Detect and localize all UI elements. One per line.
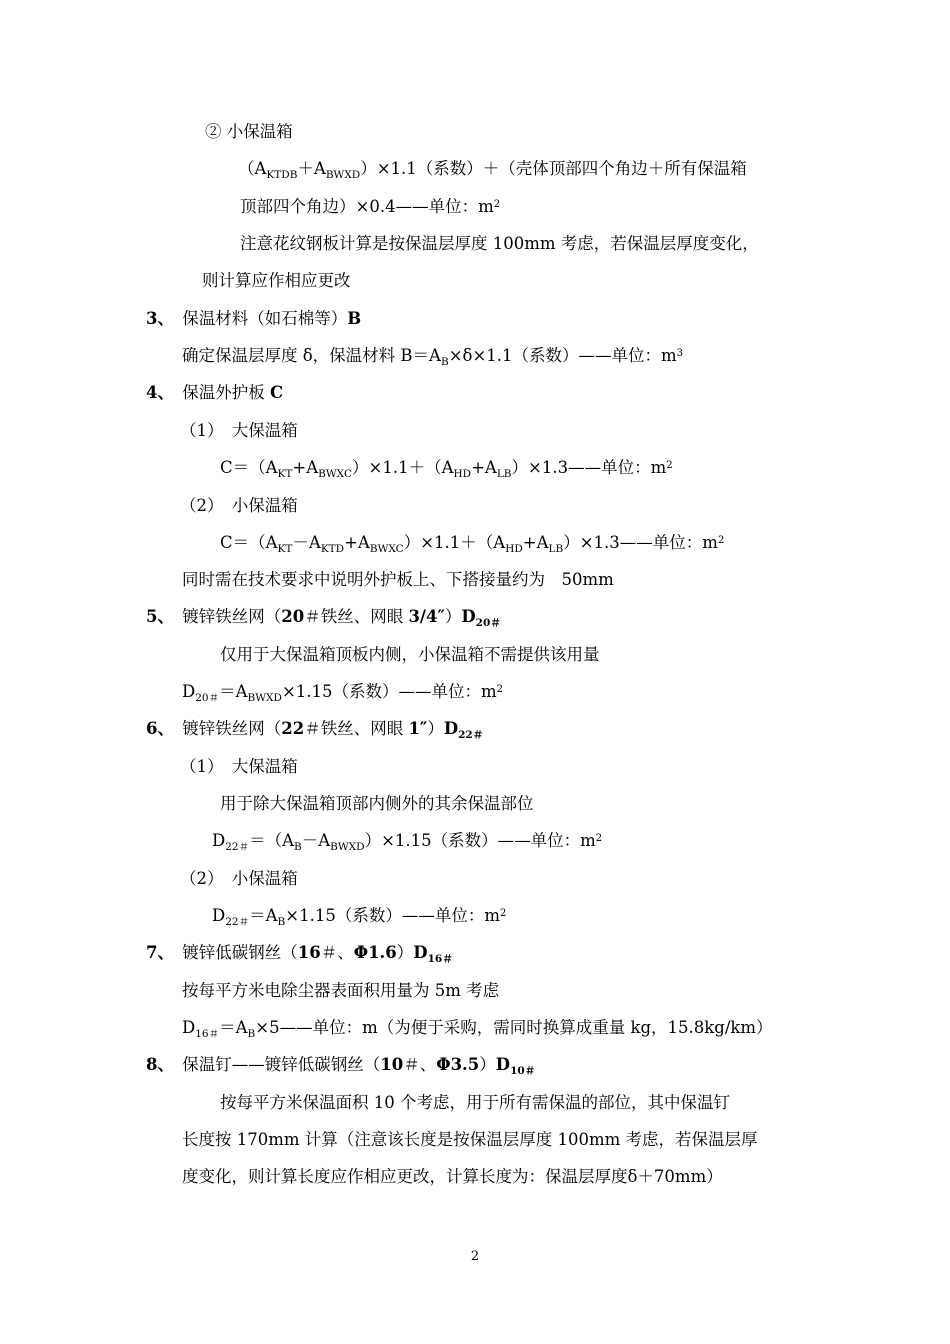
subscript: 22＃ bbox=[225, 916, 250, 928]
subscript: KTD bbox=[320, 543, 345, 555]
text-run: 镀锌低碳钢丝（ bbox=[165, 943, 298, 962]
text-run: 10 bbox=[380, 1055, 404, 1074]
section-4-heading bbox=[146, 382, 283, 404]
text-run: 注意花纹钢板计算是按保温层厚度 100mm 考虑，若保温层厚度变化， bbox=[240, 234, 759, 253]
text-run: ）×1.1＋（A bbox=[403, 533, 506, 552]
sub-heading-small-box-6 bbox=[180, 868, 298, 890]
text-run: ＋A bbox=[297, 159, 326, 178]
text-run: （2） 小保温箱 bbox=[180, 869, 298, 888]
subscript: 16＃ bbox=[427, 953, 453, 965]
text-run: 度变化，则计算长度应作相应更改，计算长度为：保温层厚度δ＋70mm） bbox=[182, 1167, 723, 1186]
text-run: －A bbox=[292, 533, 321, 552]
subscript: B bbox=[294, 841, 302, 853]
text-run: ＃铁丝、网眼 bbox=[304, 607, 409, 626]
text-run: +A bbox=[471, 458, 497, 477]
note-d20 bbox=[220, 644, 600, 666]
subscript: BWXD bbox=[247, 692, 282, 704]
superscript: 3 bbox=[676, 348, 684, 359]
text-run: 8、 bbox=[146, 1055, 166, 1074]
text-run: ＝A bbox=[249, 906, 278, 925]
line-item-2-heading bbox=[205, 121, 293, 143]
section-6-heading bbox=[146, 718, 483, 740]
formula-small-box-a bbox=[238, 158, 747, 180]
text-run: 22 bbox=[281, 719, 305, 738]
subscript: KT bbox=[277, 468, 293, 480]
text-run: 同时需在技术要求中说明外护板上、下搭接量约为 50mm bbox=[182, 570, 614, 589]
text-run: D bbox=[461, 607, 476, 626]
text-run: 顶部四个角边）×0.4——单位：m bbox=[240, 197, 494, 216]
formula-d22-small bbox=[212, 905, 506, 927]
formula-insulation-b bbox=[182, 345, 683, 367]
text-run: 保温钉——镀锌低碳钢丝（ bbox=[165, 1055, 381, 1074]
subscript: 20＃ bbox=[195, 692, 220, 704]
text-run: 用于除大保温箱顶部内侧外的其余保温部位 bbox=[220, 794, 534, 813]
text-run: 1″ bbox=[408, 719, 428, 738]
text-run: （2） 小保温箱 bbox=[180, 496, 298, 515]
text-run: 仅用于大保温箱顶板内侧，小保温箱不需提供该用量 bbox=[220, 645, 600, 664]
text-run: 按每平方米电除尘器表面积用量为 5m 考虑 bbox=[182, 981, 500, 1000]
note-d22 bbox=[220, 793, 534, 815]
text-run: ） bbox=[396, 943, 414, 962]
subscript: LB bbox=[496, 468, 512, 480]
subscript: LB bbox=[548, 543, 564, 555]
text-run: +A bbox=[522, 533, 549, 552]
text-run: ＝（A bbox=[249, 831, 295, 850]
text-run: +A bbox=[292, 458, 319, 477]
text-run: ）×1.15（系数）——单位：m bbox=[364, 831, 596, 850]
text-run: 3/4″ bbox=[408, 607, 445, 626]
text-run: D bbox=[212, 906, 226, 925]
sub-heading-small-box bbox=[180, 495, 298, 517]
text-run: ）×1.1＋（A bbox=[352, 458, 454, 477]
subscript: 22＃ bbox=[458, 729, 484, 741]
text-run: ＃、 bbox=[320, 943, 354, 962]
para-nail-3 bbox=[182, 1166, 723, 1188]
text-run: D bbox=[495, 1055, 511, 1074]
formula-d20 bbox=[182, 681, 503, 703]
subscript: KT bbox=[277, 543, 293, 555]
sub-heading-large-box bbox=[180, 420, 298, 442]
text-run: Φ3.5 bbox=[436, 1055, 480, 1074]
text-run: D bbox=[413, 943, 428, 962]
text-run: 16 bbox=[297, 943, 321, 962]
subscript: BWXC bbox=[369, 543, 404, 555]
superscript: 2 bbox=[595, 833, 603, 844]
text-run: 20 bbox=[281, 607, 305, 626]
subscript: 22＃ bbox=[225, 841, 250, 853]
subscript: BWXC bbox=[318, 468, 352, 480]
superscript: 2 bbox=[717, 535, 725, 546]
subscript: 10＃ bbox=[510, 1065, 536, 1077]
text-run: 4、 bbox=[146, 383, 166, 402]
text-run: B bbox=[347, 309, 362, 328]
text-run: 镀锌铁丝网（ bbox=[165, 719, 282, 738]
subscript: BWXD bbox=[330, 841, 365, 853]
text-run: ）×1.3——单位：m bbox=[511, 458, 667, 477]
text-run: 5、 bbox=[146, 607, 166, 626]
text-run: ＝A bbox=[219, 1018, 248, 1037]
note-overlap bbox=[182, 569, 614, 591]
text-run: ＃铁丝、网眼 bbox=[304, 719, 409, 738]
superscript: 2 bbox=[499, 908, 507, 919]
formula-small-box-b bbox=[240, 196, 500, 218]
text-run: D bbox=[182, 682, 196, 701]
text-run: 长度按 170mm 计算（注意该长度是按保温层厚度 100mm 考虑，若保温层厚 bbox=[182, 1130, 758, 1149]
section-8-heading bbox=[146, 1054, 535, 1076]
formula-c-small bbox=[220, 532, 724, 554]
page-number: 2 bbox=[470, 1249, 480, 1264]
para-nail-1 bbox=[220, 1092, 730, 1114]
subscript: BWXD bbox=[325, 169, 361, 181]
text-run: 保温材料（如石棉等） bbox=[165, 309, 348, 328]
text-run: D bbox=[212, 831, 226, 850]
text-run: +A bbox=[344, 533, 370, 552]
text-run: ×1.15（系数）——单位：m bbox=[281, 682, 497, 701]
text-run: 3、 bbox=[146, 309, 166, 328]
subscript: B bbox=[247, 1028, 256, 1040]
text-run: 镀锌铁丝网（ bbox=[165, 607, 282, 626]
text-run: ×5——单位：m（为便于采购，需同时换算成重量 kg，15.8kg/km） bbox=[255, 1018, 773, 1037]
note-checker-plate-1 bbox=[240, 233, 759, 255]
text-run: Φ1.6 bbox=[353, 943, 397, 962]
superscript: 2 bbox=[666, 460, 673, 471]
subscript: KTDB bbox=[266, 169, 298, 181]
text-run: ） bbox=[427, 719, 444, 738]
text-run: （1） 大保温箱 bbox=[180, 757, 298, 776]
text-run: ） bbox=[444, 607, 462, 626]
formula-d16 bbox=[182, 1017, 773, 1039]
text-run: D bbox=[182, 1018, 196, 1037]
note-checker-plate-2 bbox=[202, 270, 351, 292]
text-run: D bbox=[443, 719, 459, 738]
note-d16 bbox=[182, 980, 499, 1002]
text-run: ② 小保温箱 bbox=[205, 122, 293, 141]
sub-heading-large-box-6 bbox=[180, 756, 298, 778]
subscript: 16＃ bbox=[195, 1028, 220, 1040]
subscript: 20＃ bbox=[475, 617, 501, 629]
para-nail-2 bbox=[182, 1129, 758, 1151]
text-run: ＃、 bbox=[403, 1055, 437, 1074]
text-run: ×1.15（系数）——单位：m bbox=[285, 906, 500, 925]
subscript: B bbox=[440, 356, 449, 368]
text-run: ×δ×1.1（系数）——单位：m bbox=[448, 346, 677, 365]
superscript: 2 bbox=[496, 684, 504, 695]
section-3-heading bbox=[146, 308, 361, 330]
text-run: 保温外护板 bbox=[165, 383, 270, 402]
text-run: 6、 bbox=[146, 719, 166, 738]
section-7-heading bbox=[146, 942, 453, 964]
text-run: ）×1.1（系数）＋（壳体顶部四个角边＋所有保温箱 bbox=[360, 159, 747, 178]
text-run: 确定保温层厚度 δ，保温材料 B＝A bbox=[182, 346, 441, 365]
text-run: C bbox=[269, 383, 284, 402]
text-run: C＝（A bbox=[220, 533, 278, 552]
text-run: －A bbox=[301, 831, 331, 850]
text-run: （A bbox=[238, 159, 267, 178]
text-run: 则计算应作相应更改 bbox=[202, 271, 351, 290]
subscript: HD bbox=[453, 468, 472, 480]
text-run: ）×1.3——单位：m bbox=[563, 533, 718, 552]
text-run: ） bbox=[479, 1055, 496, 1074]
text-run: 按每平方米保温面积 10 个考虑，用于所有需保温的部位，其中保温钉 bbox=[220, 1093, 730, 1112]
section-5-heading bbox=[146, 606, 501, 628]
formula-c-large bbox=[220, 457, 673, 479]
text-run: 7、 bbox=[146, 943, 166, 962]
text-run: ＝A bbox=[219, 682, 248, 701]
subscript: HD bbox=[505, 543, 523, 555]
text-run: （1） 大保温箱 bbox=[180, 421, 298, 440]
text-run: C＝（A bbox=[220, 458, 278, 477]
superscript: 2 bbox=[493, 199, 501, 210]
subscript: B bbox=[277, 916, 286, 928]
formula-d22-large bbox=[212, 830, 602, 852]
